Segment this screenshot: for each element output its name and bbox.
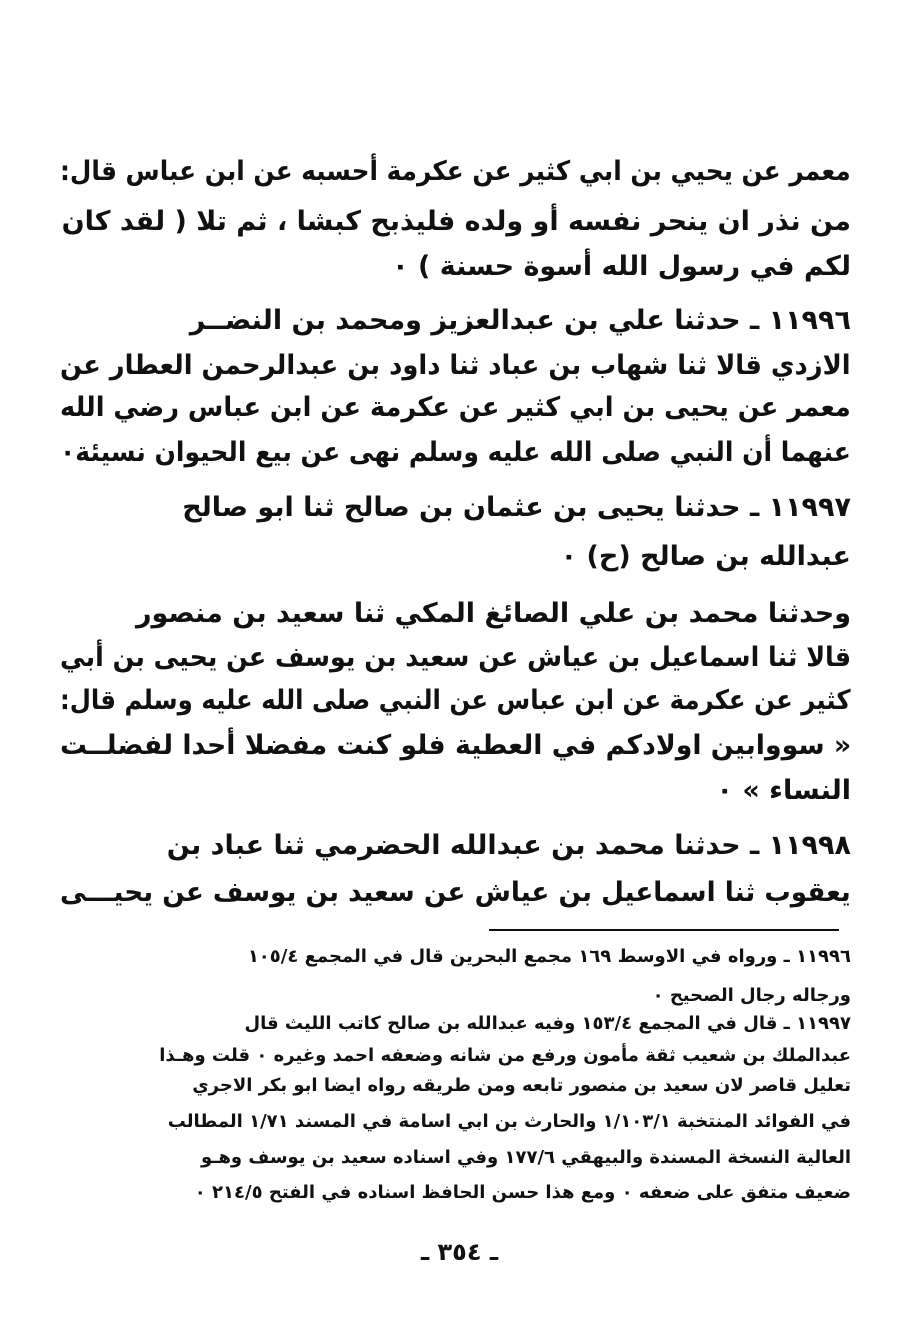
- body-line: معمر عن يحيى بن ابي كثير عن عكرمة عن ابن عباس رضي الله: [60, 392, 851, 423]
- body-line: وحدثنا محمد بن علي الصائغ المكي ثنا سعيد بن منصور: [135, 598, 851, 629]
- footnote-line: تعليل قاصر لان سعيد بن منصور تابعه ومن طريقه رواه ايضا ابو بكر الاجري: [192, 1075, 851, 1096]
- footnote-line: ضعيف متفق على ضعفه ٠ ومع هذا حسن الحافظ اسناده في الفتح ٢١٤/٥ ٠: [194, 1182, 851, 1203]
- page-number: ـ ٣٥٤ ـ: [420, 1238, 499, 1266]
- footnote-line: ١١٩٩٦ ـ ورواه في الاوسط ١٦٩ مجمع البحرين قال في المجمع ١٠٥/٤: [247, 946, 851, 967]
- hadith-11998-heading: ١١٩٩٨ ـ حدثنا محمد بن عبدالله الحضرمي ثنا عباد بن: [166, 830, 851, 861]
- body-line: لكم في رسول الله أسوة حسنة ) ٠: [392, 251, 851, 282]
- footnote-line: ١١٩٩٧ ـ قال في المجمع ١٥٣/٤ وفيه عبدالله بن صالح كاتب الليث قال: [244, 1013, 851, 1034]
- body-line: عبدالله بن صالح (ح) ٠: [560, 541, 851, 572]
- footnote-line: في الفوائد المنتخبة ١/١٠٣/١ والحارث بن ابي اسامة في المسند ١/٧١ المطالب: [167, 1111, 851, 1132]
- body-line: من نذر ان ينحر نفسه أو ولده فليذبح كبشا ، ثم تلا ( لقد كان: [61, 206, 851, 237]
- footnote-line: العالية النسخة المسندة والبيهقي ١٧٧/٦ وفي اسناده سعيد بن يوسف وهـو: [201, 1147, 851, 1168]
- footnote-line: ورجاله رجال الصحيح ٠: [652, 985, 851, 1006]
- body-line: يعقوب ثنا اسماعيل بن عياش عن سعيد بن يوسف عن يحيـــى: [60, 877, 851, 908]
- body-line: « سووابين اولادكم في العطية فلو كنت مفضلا أحدا لفضلــت: [59, 730, 851, 761]
- body-line: كثير عن عكرمة عن ابن عباس عن النبي صلى الله عليه وسلم قال:: [60, 685, 851, 716]
- footnote-line: عبدالملك بن شعيب ثقة مأمون ورفع من شانه وضعفه احمد وغيره ٠ قلت وهـذا: [159, 1045, 851, 1066]
- body-line: الازدي قالا ثنا شهاب بن عباد ثنا داود بن عبدالرحمن العطار عن: [60, 350, 851, 381]
- body-line: عنهما أن النبي صلى الله عليه وسلم نهى عن بيع الحيوان نسيئة٠: [60, 437, 852, 468]
- body-line: قالا ثنا اسماعيل بن عياش عن سعيد بن يوسف عن يحيى بن أبي: [59, 642, 851, 673]
- body-line: النساء » ٠: [716, 775, 851, 806]
- hadith-11996-heading: ١١٩٩٦ ـ حدثنا علي بن عبدالعزيز ومحمد بن النضــر: [189, 305, 851, 336]
- footnote-separator: [489, 929, 839, 931]
- hadith-11997-heading: ١١٩٩٧ ـ حدثنا يحيى بن عثمان بن صالح ثنا ابو صالح: [182, 492, 851, 523]
- body-line: معمر عن يحيي بن ابي كثير عن عكرمة أحسبه عن ابن عباس قال:: [60, 156, 851, 187]
